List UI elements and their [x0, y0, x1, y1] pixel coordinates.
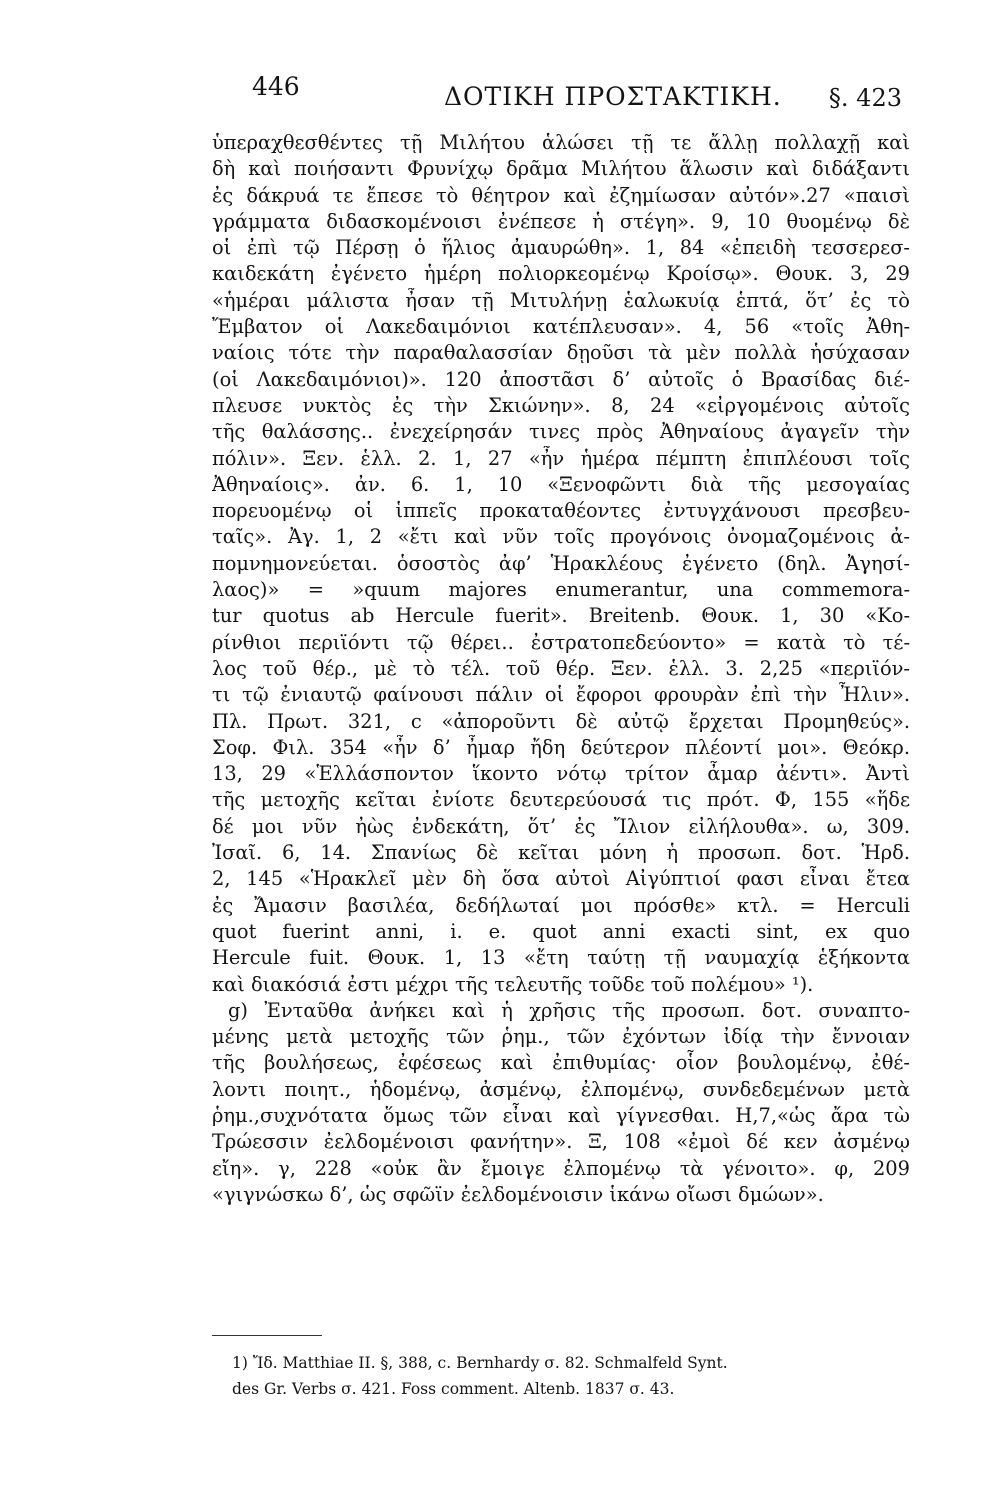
page-header — [212, 70, 902, 120]
text-line: ἐς δάκρυά τε ἔπεσε τὸ θέητρον καὶ ἐζημίωσαν αὐτόν».27 «παισὶ — [212, 183, 910, 207]
text-line: g) Ἐνταῦθα ἀνήκει καὶ ἡ χρῆσις τῆς προσωπ. δοτ. συναπτο- — [228, 998, 910, 1022]
text-line: πορευομένῳ οἱ ἱππεῖς προκαταθέοντες ἐντυγχάνουσι πρεσβευ- — [212, 499, 910, 523]
text-line: tur quotus ab Hercule fuerit». Breitenb. Θουκ. 1, 30 «Κο- — [212, 604, 910, 628]
text-line: (οἱ Λακεδαιμόνιοι)». 120 ἀποστᾶσι δ’ αὐτοῖς ὁ Βρασίδας διέ- — [212, 367, 910, 391]
running-title: ΔΟΤΙΚΗ ΠΡΟΣΤΑΚΤΙΚΗ. — [444, 82, 782, 111]
footnotes — [232, 1350, 912, 1402]
text-line: ταῖς». Ἀγ. 1, 2 «ἔτι καὶ νῦν τοῖς προγόνοις ὀνομαζομένοις ἀ- — [212, 525, 910, 549]
text-line: ὑπεραχθεσθέντες τῇ Μιλήτου ἁλώσει τῇ τε ἄλλῃ πολλαχῇ καὶ — [212, 131, 910, 154]
text-line: οἱ ἐπὶ τῷ Πέρσῃ ὁ ἥλιος ἀμαυρώθη». 1, 84 «ἐπειδὴ τεσσερεσ- — [212, 236, 910, 260]
text-line: ῥημ.,συχνότατα ὅμως τῶν εἶναι καὶ γίγνεσθαι. Η,7,«ὡς ἄρα τὼ — [212, 1103, 910, 1127]
text-line: ρίνθιοι περιϊόντι τῷ θέρει.. ἐστρατοπεδεύοντο» = κατὰ τὸ τέ- — [212, 630, 910, 654]
text-line: Ἔμβατον οἱ Λακεδαιμόνιοι κατέπλευσαν». 4, 56 «τοῖς Ἀθη- — [212, 315, 910, 339]
page-number: 446 — [252, 72, 300, 101]
text-line: τῆς μετοχῆς κεῖται ἐνίοτε δευτερεύουσά τις πρότ. Φ, 155 «ἥδε — [212, 788, 910, 812]
text-line: 13, 29 «Ἑλλάσποντον ἵκοντο νότῳ τρίτον ἆμαρ ἀέντι». Ἀντὶ — [212, 762, 910, 786]
text-line: ναίοις τότε τὴν παραθαλασσίαν δῃοῦσι τὰ μὲν πολλὰ ἡσύχασαν — [212, 341, 910, 365]
section-number: §. 423 — [828, 84, 902, 112]
text-line: καὶ διακόσιά ἐστι μέχρι τῆς τελευτῆς τοῦδε τοῦ πολέμου» ¹). — [212, 972, 814, 996]
text-line: δὴ καὶ ποιήσαντι Φρυνίχῳ δρᾶμα Μιλήτου ἅλωσιν καὶ διδάξαντι — [212, 157, 910, 181]
text-line: Πλ. Πρωτ. 321, c «ἀποροῦντι δὲ αὐτῷ ἔρχεται Προμηθεύς». — [212, 709, 910, 733]
text-line: 2, 145 «Ἡρακλεῖ μὲν δὴ ὅσα αὐτοὶ Αἰγύπτιοί φασι εἶναι ἔτεα — [212, 867, 910, 891]
text-line: γράμματα διδασκομένοισι ἐνέπεσε ἡ στέγη». 9, 10 θυομένῳ δὲ — [212, 209, 910, 233]
text-line: Σοφ. Φιλ. 354 «ἦν δ’ ἦμαρ ἤδη δεύτερον πλέοντί μοι». Θεόκρ. — [212, 735, 910, 759]
text-line: «ἡμέραι μάλιστα ἦσαν τῇ Μιτυλήνῃ ἑαλωκυίᾳ ἑπτά, ὅτ’ ἐς τὸ — [212, 288, 910, 312]
footnote-line: des Gr. Verbs σ. 421. Foss comment. Altenb. 1837 σ. 43. — [232, 1380, 675, 1398]
text-line: λος τοῦ θέρ., μὲ τὸ τέλ. τοῦ θέρ. Ξεν. ἑλλ. 3. 2,25 «περιϊόν- — [212, 656, 910, 680]
text-line: καιδεκάτη ἐγένετο ἡμέρη πολιορκεομένῳ Κροίσῳ». Θουκ. 3, 29 — [212, 262, 910, 286]
footnote-line: 1) Ἴδ. Matthiae II. §, 388, c. Bernhardy σ. 82. Schmalfeld Synt. — [232, 1354, 728, 1372]
text-line: πόλιν». Ξεν. ἑλλ. 2. 1, 27 «ἦν ἡμέρα πέμπτη ἐπιπλέουσι τοῖς — [212, 446, 910, 470]
text-line: πομνημονεύεται. ὁσοστὸς ἀφ’ Ἡρακλέους ἐγένετο (δηλ. Ἀγησί- — [212, 551, 910, 575]
text-line: ἐς Ἄμασιν βασιλέα, δεδήλωταί μοι πρόσθε» κτλ. = Herculi — [212, 893, 910, 917]
text-line: τῆς θαλάσσης.. ἐνεχείρησάν τινες πρὸς Ἀθηναίους ἀγαγεῖν τὴν — [212, 420, 910, 444]
text-line: quot fuerint anni, i. e. quot anni exacti sint, ex quo — [212, 919, 910, 943]
text-line: δέ μοι νῦν ἠὼς ἐνδεκάτη, ὅτ’ ἐς Ἴλιον εἰλήλουθα». ω, 309. — [212, 814, 910, 838]
text-line: Τρώεσσιν ἐελδομένοισι φανήτην». Ξ, 108 «ἐμοὶ δέ κεν ἀσμένῳ — [212, 1130, 910, 1154]
text-line: εἴη». γ, 228 «οὐκ ἂν ἔμοιγε ἐλπομένῳ τὰ γένοιτο». φ, 209 — [212, 1156, 910, 1180]
main-text — [212, 130, 910, 1208]
text-line: τι τῷ ἐνιαυτῷ φαίνουσι πάλιν οἱ ἔφοροι φρουρὰν ἐπὶ τὴν Ἦλιν». — [212, 683, 910, 707]
text-line: λοντι ποιητ., ἡδομένῳ, ἀσμένῳ, ἐλπομένῳ, συνδεδεμένων μετὰ — [212, 1077, 910, 1101]
text-line: «γιγνώσκω δ’, ὡς σφῶϊν ἐελδομένοισιν ἱκάνω οἴωσι δμώων». — [212, 1182, 824, 1206]
text-line: λαος)» = »quum majores enumerantur, una commemora- — [212, 578, 910, 602]
text-line: Ἀθηναίοις». ἀν. 6. 1, 10 «Ξενοφῶντι διὰ τῆς μεσογαίας — [212, 472, 910, 496]
text-line: πλευσε νυκτὸς ἐς τὴν Σκιώνην». 8, 24 «εἰργομένοις αὐτοῖς — [212, 393, 910, 417]
text-line: Hercule fuit. Θουκ. 1, 13 «ἔτη ταύτῃ τῇ ναυμαχίᾳ ἑξήκοντα — [212, 946, 910, 970]
text-line: μένης μετὰ μετοχῆς τῶν ῥημ., τῶν ἐχόντων ἰδίᾳ τὴν ἔννοιαν — [212, 1025, 910, 1049]
footnote-rule — [212, 1335, 322, 1336]
text-line: τῆς βουλήσεως, ἐφέσεως καὶ ἐπιθυμίας· οἷον βουλομένῳ, ἐθέ- — [212, 1051, 910, 1075]
text-line: Ἰσαῖ. 6, 14. Σπανίως δὲ κεῖται μόνη ἡ προσωπ. δοτ. Ἡρδ. — [212, 841, 910, 865]
